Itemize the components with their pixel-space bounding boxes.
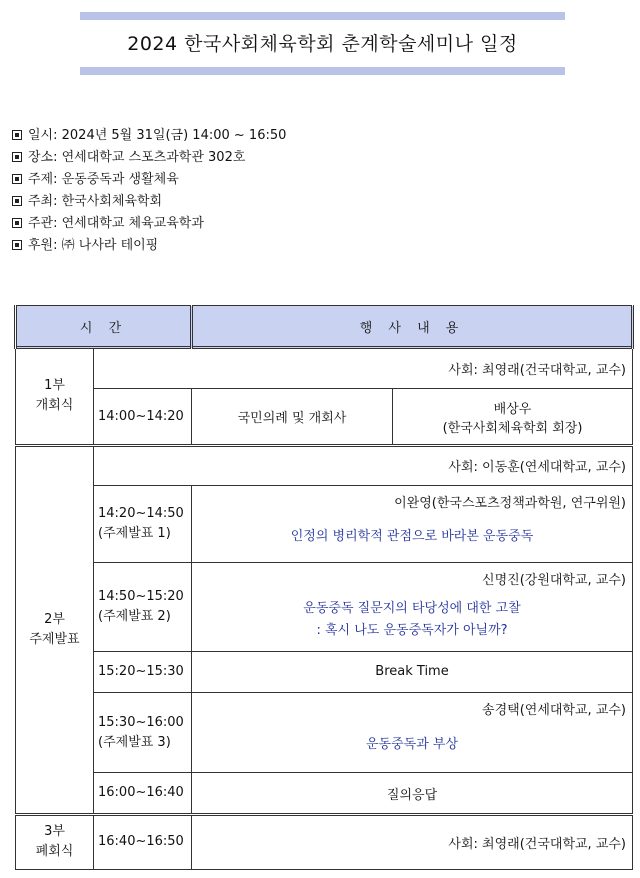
header-content: 행 사 내 용 (192, 306, 633, 348)
page-title: 2024 한국사회체육학회 춘계학술세미나 일정 (127, 33, 518, 55)
part3-moderator: 사회: 최영래(건국대학교, 교수) (192, 814, 633, 869)
info-item-date: 일시: 2024년 5월 31일(금) 14:00 ~ 16:50 (12, 125, 532, 147)
part2-label: 2부 주제발표 (16, 445, 94, 814)
talk1-content (192, 485, 633, 562)
info-item-organizer: 주관: 연세대학교 체육교육학과 (12, 213, 532, 235)
qa-time: 16:00~16:40 (94, 773, 192, 814)
table-row (16, 389, 633, 445)
part1-event: 국민의례 및 개회사 (192, 389, 393, 445)
table-row (16, 445, 633, 485)
table-row (16, 773, 633, 814)
square-bullet-icon (12, 174, 22, 184)
header-time: 시 간 (16, 306, 192, 348)
qa-label: 질의응답 (192, 773, 633, 814)
schedule-table (14, 305, 634, 870)
talk1-topic: 인정의 병리학적 관점으로 바라본 운동중독 (290, 528, 534, 544)
table-row (16, 814, 633, 869)
square-bullet-icon (12, 218, 22, 228)
part1-label: 1부 개회식 (16, 348, 94, 446)
title-bar-top (80, 12, 565, 20)
talk3-time: 15:30~16:00 (주제발표 3) (94, 693, 192, 773)
talk3-content (192, 693, 633, 773)
square-bullet-icon (12, 152, 22, 162)
info-item-sponsor: 후원: ㈜ 나사라 테이핑 (12, 235, 532, 257)
table-row (16, 485, 633, 562)
talk3-topic: 운동중독과 부상 (365, 737, 459, 753)
talk2-content (192, 563, 633, 651)
square-bullet-icon (12, 196, 22, 206)
part1-moderator: 사회: 최영래(건국대학교, 교수) (94, 348, 633, 389)
square-bullet-icon (12, 240, 22, 250)
talk1-time: 14:20~14:50 (주제발표 1) (94, 485, 192, 562)
table-row (16, 651, 633, 692)
part3-label: 3부 폐회식 (16, 814, 94, 869)
talk2-presenter: 신명진(강원대학교, 교수) (482, 573, 627, 589)
info-item-theme: 주제: 운동중독과 생활체육 (12, 169, 532, 191)
info-item-venue: 장소: 연세대학교 스포츠과학관 302호 (12, 147, 532, 169)
table-row (16, 693, 633, 773)
info-item-host: 주최: 한국사회체육학회 (12, 191, 532, 213)
talk2-topic-line1: 운동중독 질문지의 타당성에 대한 고찰 (303, 600, 521, 616)
talk2-topic-line2: : 혹시 나도 운동중독자가 아닐까? (316, 622, 508, 638)
talk2-time: 14:50~15:20 (주제발표 2) (94, 563, 192, 651)
table-row (16, 563, 633, 651)
table-row (16, 348, 633, 389)
talk3-presenter: 송경택(연세대학교, 교수) (482, 703, 627, 719)
break-time: 15:20~15:30 (94, 651, 192, 692)
event-info-list (12, 125, 532, 257)
title-bar-bottom (80, 67, 565, 75)
part1-time: 14:00~14:20 (94, 389, 192, 445)
break-label: Break Time (192, 651, 633, 692)
square-bullet-icon (12, 130, 22, 140)
part2-moderator: 사회: 이동훈(연세대학교, 교수) (94, 445, 633, 485)
talk1-presenter: 이완영(한국스포츠정책과학원, 연구위원) (394, 495, 627, 511)
part3-time: 16:40~16:50 (94, 814, 192, 869)
schedule-header-row (16, 306, 633, 348)
part1-speaker: 배상우 (한국사회체육학회 회장) (393, 389, 633, 445)
